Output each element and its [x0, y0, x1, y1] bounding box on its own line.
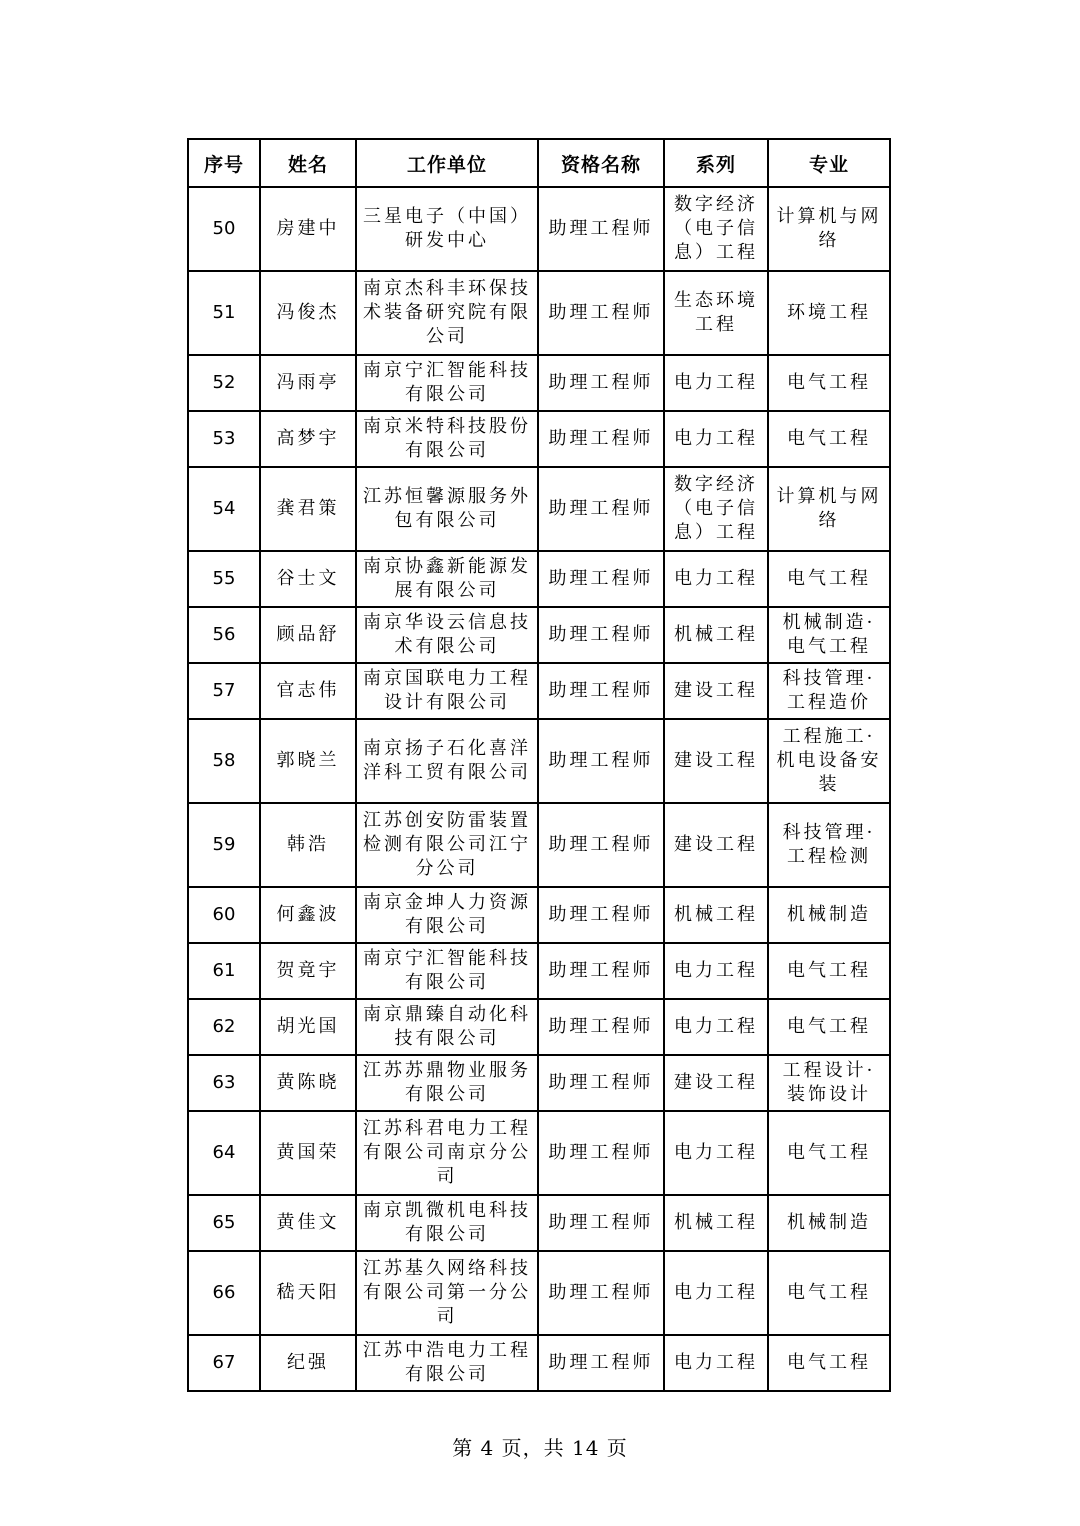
- cell-name: 何鑫波: [260, 887, 356, 943]
- cell-qualification: 助理工程师: [538, 355, 664, 411]
- table-row: [188, 1251, 890, 1335]
- cell-seq: 51: [188, 271, 260, 355]
- cell-seq: 56: [188, 607, 260, 663]
- table-header-row: [188, 139, 890, 187]
- table-row: [188, 271, 890, 355]
- cell-seq: 60: [188, 887, 260, 943]
- cell-name: 黄佳文: [260, 1195, 356, 1251]
- cell-seq: 58: [188, 719, 260, 803]
- header-name: 姓名: [260, 139, 356, 187]
- cell-major: 机械制造: [768, 887, 890, 943]
- table-row: [188, 719, 890, 803]
- cell-name: 官志伟: [260, 663, 356, 719]
- cell-name: 纪强: [260, 1335, 356, 1391]
- cell-major: 科技管理·工程检测: [768, 803, 890, 887]
- cell-seq: 57: [188, 663, 260, 719]
- cell-seq: 65: [188, 1195, 260, 1251]
- cell-series: 电力工程: [664, 1335, 768, 1391]
- table-row: [188, 943, 890, 999]
- cell-qualification: 助理工程师: [538, 411, 664, 467]
- cell-major: 机械制造·电气工程: [768, 607, 890, 663]
- header-unit: 工作单位: [356, 139, 538, 187]
- cell-seq: 62: [188, 999, 260, 1055]
- cell-seq: 50: [188, 187, 260, 271]
- cell-name: 韩浩: [260, 803, 356, 887]
- cell-major: 工程施工·机电设备安装: [768, 719, 890, 803]
- cell-unit: 江苏中浩电力工程有限公司: [356, 1335, 538, 1391]
- cell-name: 黄陈晓: [260, 1055, 356, 1111]
- table-row: [188, 663, 890, 719]
- cell-series: 机械工程: [664, 607, 768, 663]
- cell-major: 电气工程: [768, 355, 890, 411]
- cell-major: 计算机与网络: [768, 467, 890, 551]
- cell-major: 电气工程: [768, 411, 890, 467]
- header-seq: 序号: [188, 139, 260, 187]
- table-row: [188, 187, 890, 271]
- cell-major: 电气工程: [768, 1335, 890, 1391]
- cell-major: 计算机与网络: [768, 187, 890, 271]
- cell-unit: 江苏科君电力工程有限公司南京分公司: [356, 1111, 538, 1195]
- cell-unit: 江苏创安防雷装置检测有限公司江宁分公司: [356, 803, 538, 887]
- cell-name: 郭晓兰: [260, 719, 356, 803]
- cell-series: 生态环境工程: [664, 271, 768, 355]
- cell-series: 机械工程: [664, 1195, 768, 1251]
- cell-qualification: 助理工程师: [538, 467, 664, 551]
- cell-seq: 54: [188, 467, 260, 551]
- cell-seq: 64: [188, 1111, 260, 1195]
- cell-name: 冯俊杰: [260, 271, 356, 355]
- cell-unit: 南京国联电力工程设计有限公司: [356, 663, 538, 719]
- table-row: [188, 411, 890, 467]
- cell-qualification: 助理工程师: [538, 803, 664, 887]
- cell-major: 环境工程: [768, 271, 890, 355]
- table-row: [188, 467, 890, 551]
- cell-series: 建设工程: [664, 719, 768, 803]
- table-row: [188, 1335, 890, 1391]
- cell-name: 冯雨亭: [260, 355, 356, 411]
- cell-unit: 南京凯微机电科技有限公司: [356, 1195, 538, 1251]
- cell-name: 高梦宇: [260, 411, 356, 467]
- cell-major: 机械制造: [768, 1195, 890, 1251]
- cell-name: 黄国荣: [260, 1111, 356, 1195]
- cell-unit: 三星电子（中国）研发中心: [356, 187, 538, 271]
- cell-qualification: 助理工程师: [538, 1251, 664, 1335]
- roster-table: [187, 138, 891, 1392]
- cell-major: 科技管理·工程造价: [768, 663, 890, 719]
- cell-series: 数字经济（电子信息）工程: [664, 187, 768, 271]
- cell-seq: 66: [188, 1251, 260, 1335]
- cell-major: 电气工程: [768, 1251, 890, 1335]
- cell-qualification: 助理工程师: [538, 1111, 664, 1195]
- cell-major: 电气工程: [768, 1111, 890, 1195]
- cell-major: 电气工程: [768, 999, 890, 1055]
- cell-major: 电气工程: [768, 943, 890, 999]
- cell-seq: 67: [188, 1335, 260, 1391]
- cell-qualification: 助理工程师: [538, 887, 664, 943]
- cell-qualification: 助理工程师: [538, 719, 664, 803]
- page-number: 第 4 页，共 14 页: [452, 1436, 628, 1460]
- cell-major: 电气工程: [768, 551, 890, 607]
- cell-series: 建设工程: [664, 803, 768, 887]
- cell-series: 电力工程: [664, 551, 768, 607]
- cell-unit: 江苏苏鼎物业服务有限公司: [356, 1055, 538, 1111]
- cell-name: 谷士文: [260, 551, 356, 607]
- cell-unit: 南京鼎臻自动化科技有限公司: [356, 999, 538, 1055]
- cell-series: 电力工程: [664, 943, 768, 999]
- cell-series: 数字经济（电子信息）工程: [664, 467, 768, 551]
- cell-qualification: 助理工程师: [538, 1335, 664, 1391]
- cell-unit: 江苏恒馨源服务外包有限公司: [356, 467, 538, 551]
- cell-qualification: 助理工程师: [538, 663, 664, 719]
- cell-unit: 南京扬子石化喜洋洋科工贸有限公司: [356, 719, 538, 803]
- cell-series: 建设工程: [664, 663, 768, 719]
- table-row: [188, 355, 890, 411]
- cell-name: 房建中: [260, 187, 356, 271]
- table-row: [188, 1195, 890, 1251]
- cell-qualification: 助理工程师: [538, 1195, 664, 1251]
- cell-series: 电力工程: [664, 1111, 768, 1195]
- cell-qualification: 助理工程师: [538, 551, 664, 607]
- table-row: [188, 803, 890, 887]
- cell-name: 顾品舒: [260, 607, 356, 663]
- cell-seq: 52: [188, 355, 260, 411]
- cell-unit: 南京米特科技股份有限公司: [356, 411, 538, 467]
- cell-unit: 南京宁汇智能科技有限公司: [356, 355, 538, 411]
- cell-seq: 63: [188, 1055, 260, 1111]
- cell-qualification: 助理工程师: [538, 271, 664, 355]
- cell-seq: 55: [188, 551, 260, 607]
- cell-qualification: 助理工程师: [538, 607, 664, 663]
- table-row: [188, 551, 890, 607]
- table-row: [188, 607, 890, 663]
- cell-series: 电力工程: [664, 1251, 768, 1335]
- cell-seq: 53: [188, 411, 260, 467]
- cell-qualification: 助理工程师: [538, 187, 664, 271]
- cell-qualification: 助理工程师: [538, 999, 664, 1055]
- cell-major: 工程设计·装饰设计: [768, 1055, 890, 1111]
- cell-series: 机械工程: [664, 887, 768, 943]
- cell-unit: 南京协鑫新能源发展有限公司: [356, 551, 538, 607]
- header-major: 专业: [768, 139, 890, 187]
- header-qualification: 资格名称: [538, 139, 664, 187]
- cell-unit: 江苏基久网络科技有限公司第一分公司: [356, 1251, 538, 1335]
- table-row: [188, 1111, 890, 1195]
- cell-qualification: 助理工程师: [538, 943, 664, 999]
- header-series: 系列: [664, 139, 768, 187]
- cell-seq: 59: [188, 803, 260, 887]
- cell-name: 龚君策: [260, 467, 356, 551]
- cell-series: 电力工程: [664, 355, 768, 411]
- cell-name: 嵇天阳: [260, 1251, 356, 1335]
- cell-series: 建设工程: [664, 1055, 768, 1111]
- table-row: [188, 999, 890, 1055]
- cell-series: 电力工程: [664, 999, 768, 1055]
- table-row: [188, 887, 890, 943]
- cell-name: 胡光国: [260, 999, 356, 1055]
- cell-unit: 南京金坤人力资源有限公司: [356, 887, 538, 943]
- cell-unit: 南京华设云信息技术有限公司: [356, 607, 538, 663]
- table-row: [188, 1055, 890, 1111]
- cell-series: 电力工程: [664, 411, 768, 467]
- cell-unit: 南京杰科丰环保技术装备研究院有限公司: [356, 271, 538, 355]
- cell-unit: 南京宁汇智能科技有限公司: [356, 943, 538, 999]
- cell-qualification: 助理工程师: [538, 1055, 664, 1111]
- cell-name: 贺竟宇: [260, 943, 356, 999]
- cell-seq: 61: [188, 943, 260, 999]
